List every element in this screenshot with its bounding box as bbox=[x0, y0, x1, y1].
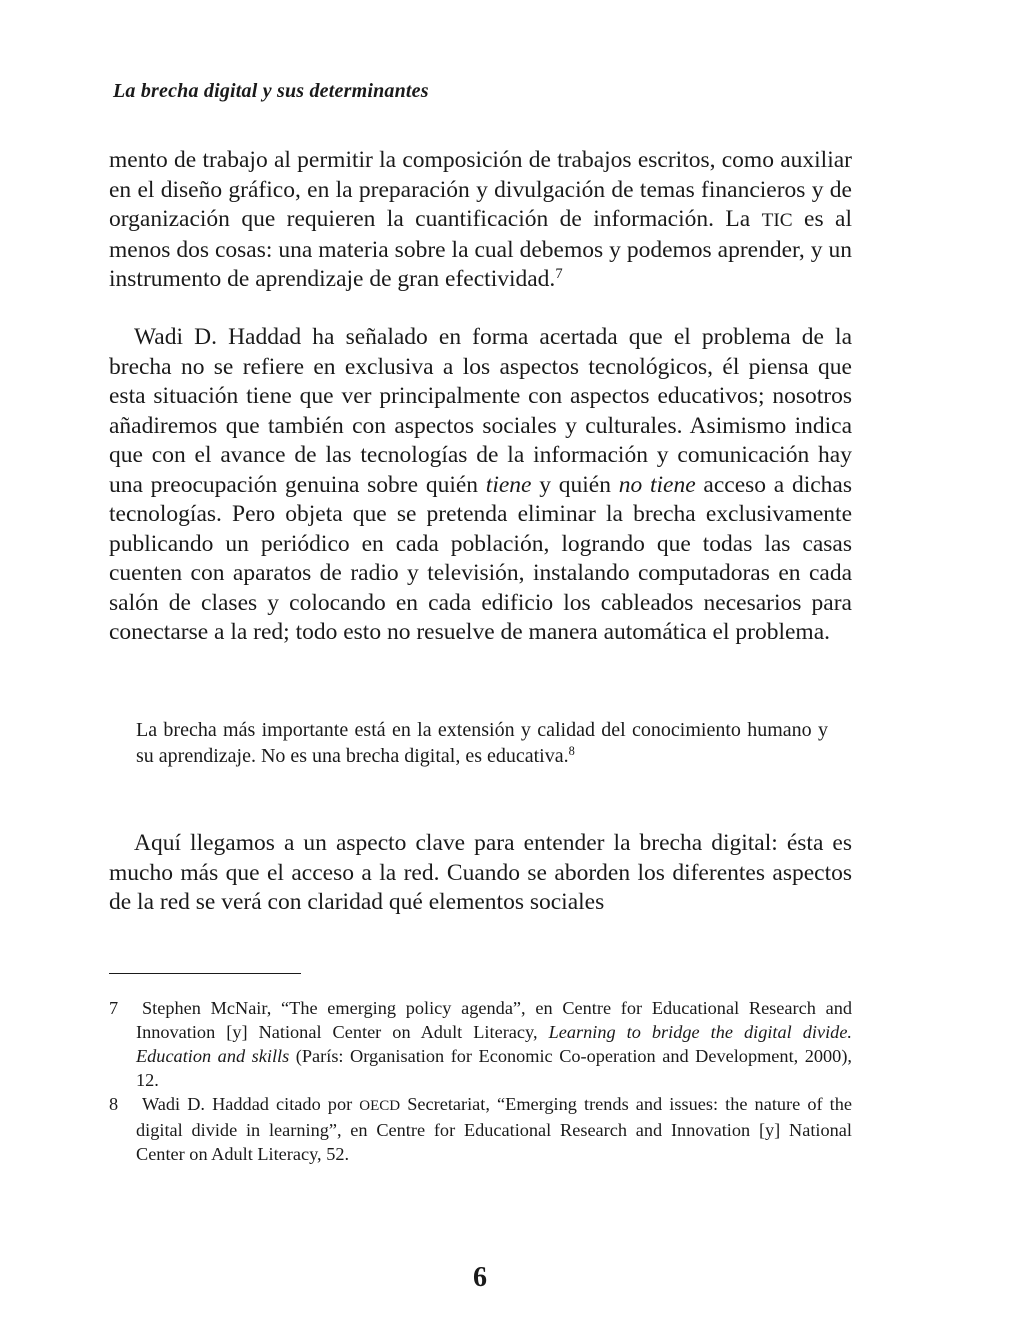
body-paragraph-2 bbox=[109, 323, 852, 648]
footnote-text-end: Secretariat, “Emerging trends and issues: the nature of the digital divide in learning”, en Centre for Educational Research and Innovation [y] National Center on Adult Literacy, 52. bbox=[136, 1094, 852, 1164]
footnote-reference-7: 7 bbox=[555, 266, 563, 282]
abbreviation-tic: TIC bbox=[761, 210, 793, 231]
footnote-8 bbox=[109, 1092, 852, 1166]
running-head: La brecha digital y sus determinantes bbox=[113, 80, 429, 102]
paragraph-1-text: mento de trabajo al permitir la composición de trabajos escritos, como auxiliar en el diseño gráfico, en la preparación y divulgación de temas financieros y de organización que requieren la cuantificación de información. La bbox=[109, 147, 852, 232]
emphasis-no-tiene: no tiene bbox=[618, 471, 696, 498]
footnote-book-title: Learning to bridge the digital divide. Education and skills bbox=[136, 1022, 852, 1066]
footnote-reference-8: 8 bbox=[568, 744, 575, 759]
footnote-number: 7 bbox=[109, 998, 119, 1018]
footnote-text-end: (París: Organisation for Economic Co-operation and Development, 2000), 12. bbox=[136, 1046, 852, 1090]
footnote-separator bbox=[109, 973, 301, 974]
paragraph-2-text-middle: y quién bbox=[531, 471, 619, 498]
page-number: 6 bbox=[473, 1262, 487, 1293]
body-paragraph-1 bbox=[109, 146, 852, 295]
footnote-text bbox=[136, 996, 852, 1092]
abbreviation-oecd: OECD bbox=[359, 1098, 401, 1114]
emphasis-tiene: tiene bbox=[485, 471, 532, 498]
paragraph-2-text-start: Wadi D. Haddad ha señalado en forma acertada que el problema de la brecha no se refiere en exclusiva a los aspectos tecnológicos, él piensa que esta situación tiene que ver principalmente con aspectos educativos; nosotros añadiremos que también con aspectos sociales y culturales. Asimismo indica que con el avance de las tecnologías de la información y comunicación hay una preocupación genuina sobre quién bbox=[109, 324, 852, 498]
footnote-text-start: Wadi D. Haddad citado por bbox=[142, 1094, 360, 1114]
footnote-7 bbox=[109, 996, 852, 1092]
block-quote bbox=[136, 717, 828, 769]
footnote-text bbox=[136, 1092, 852, 1166]
body-paragraph-3: Aquí llegamos a un aspecto clave para entender la brecha digital: ésta es mucho más que el acceso a la red. Cuando se aborden los diferentes aspectos de la red se verá con claridad qué elementos sociales bbox=[109, 830, 852, 915]
footnote-number: 8 bbox=[109, 1094, 119, 1114]
paragraph-1-text-end: es al menos dos cosas: una materia sobre la cual debemos y podemos aprender, y un instrumento de aprendizaje de gran efectividad. bbox=[109, 206, 852, 292]
paragraph-2-text-end: acceso a dichas tecnologías. Pero objeta que se pretenda eliminar la brecha exclusivamente publicando un periódico en cada población, logrando que todas las casas cuenten con aparatos de radio y televisión, instalando computadoras en cada salón de clases y colocando en cada edificio los cableados necesarios para conectarse a la red; todo esto no resuelve de manera automática el problema. bbox=[109, 471, 852, 645]
quote-text: La brecha más importante está en la extensión y calidad del conocimiento humano y su aprendizaje. No es una brecha digital, es educativa. bbox=[136, 719, 828, 767]
footnote-text-start: Stephen McNair, “The emerging policy agenda”, en Centre for Educational Research and Innovation [y] National Center on Adult Literacy, bbox=[136, 998, 852, 1042]
